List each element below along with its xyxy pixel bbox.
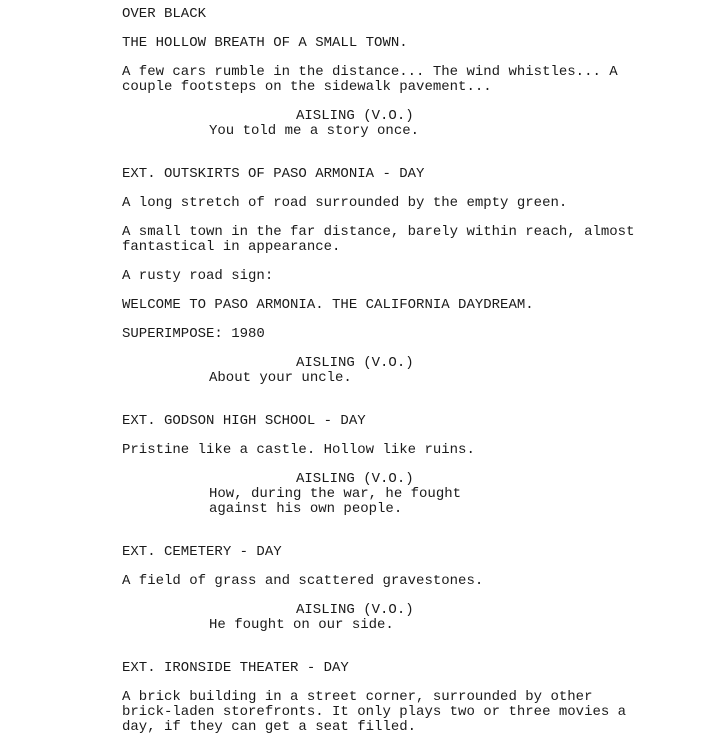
character-cue: AISLING (V.O.) (296, 108, 414, 124)
scene-heading: EXT. CEMETERY - DAY (122, 544, 282, 560)
scene-heading: EXT. GODSON HIGH SCHOOL - DAY (122, 413, 366, 429)
transition-over-black: OVER BLACK (122, 6, 207, 22)
action-line: A brick building in a street corner, surrounded by other (122, 689, 593, 705)
action-line: fantastical in appearance. (122, 239, 341, 255)
dialogue-line: He fought on our side. (209, 617, 394, 633)
character-cue: AISLING (V.O.) (296, 355, 414, 371)
character-cue: AISLING (V.O.) (296, 471, 414, 487)
dialogue-line: About your uncle. (209, 370, 352, 386)
superimpose-line: SUPERIMPOSE: 1980 (122, 326, 265, 342)
action-line: day, if they can get a seat filled. (122, 719, 417, 735)
action-line: A small town in the far distance, barely within reach, almost (122, 224, 635, 240)
action-line: Pristine like a castle. Hollow like ruins. (122, 442, 475, 458)
action-line: THE HOLLOW BREATH OF A SMALL TOWN. (122, 35, 408, 51)
dialogue-line: against his own people. (209, 501, 403, 517)
action-line: A rusty road sign: (122, 268, 274, 284)
dialogue-line: You told me a story once. (209, 123, 420, 139)
action-line: WELCOME TO PASO ARMONIA. THE CALIFORNIA DAYDREAM. (122, 297, 534, 313)
scene-heading: EXT. OUTSKIRTS OF PASO ARMONIA - DAY (122, 166, 425, 182)
scene-heading: EXT. IRONSIDE THEATER - DAY (122, 660, 349, 676)
action-line: A few cars rumble in the distance... The wind whistles... A (122, 64, 618, 80)
dialogue-line: How, during the war, he fought (209, 486, 462, 502)
character-cue: AISLING (V.O.) (296, 602, 414, 618)
action-line: brick-laden storefronts. It only plays two or three movies a (122, 704, 627, 720)
action-line: A field of grass and scattered gravestones. (122, 573, 484, 589)
action-line: couple footsteps on the sidewalk pavement... (122, 79, 492, 95)
action-line: A long stretch of road surrounded by the empty green. (122, 195, 568, 211)
